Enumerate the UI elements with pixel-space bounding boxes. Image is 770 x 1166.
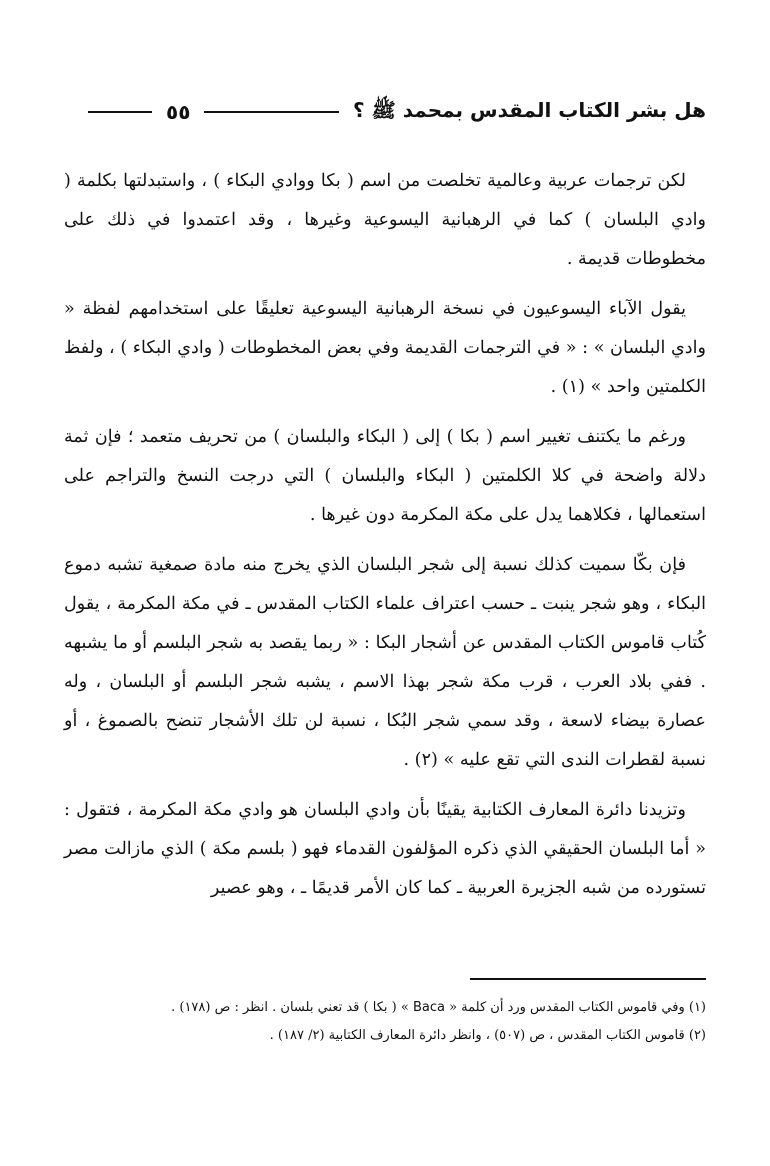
paragraph: يقول الآباء اليسوعيون في نسخة الرهبانية اليسوعية تعليقًا على استخدامهم لفظة « وادي البلسان » : « في الترجمات القديمة وفي بعض المخطوطات ( وادي البكاء ) ، ولفظ الكلمتين واحد » (١) .: [64, 299, 706, 397]
paragraph: فإن بكّا سميت كذلك نسبة إلى شجر البلسان الذي يخرج منه مادة صمغية تشبه دموع البكاء ، وهو شجر ينبت ـ حسب اعتراف علماء الكتاب المقدس ـ في مكة المكرمة ، يقول كُتاب قاموس الكتاب المقدس عن أشجار البكا : « ربما يقصد به شجر البلسم أو ما يشبهه . ففي بلاد العرب ، قرب مكة شجر بهذا الاسم ، يشبه شجر البلسم أو البلسان ، وله عصارة بيضاء لاسعة ، وقد سمي شجر البُكا ، نسبة لن تلك الأشجار تنضح بالصموغ ، أو نسبة لقطرات الندى التي تقع عليه » (٢) .: [64, 555, 706, 770]
running-header: [88, 95, 706, 129]
page-number: ٥٥: [166, 100, 191, 124]
footnote-1: [82, 994, 706, 1022]
footnote-1-latin-term: Baca: [412, 999, 445, 1015]
footnote-2: (٢) قاموس الكتاب المقدس ، ص (٥٠٧) ، وانظر دائرة المعارف الكتابية (٢/ ١٨٧) .: [269, 1027, 706, 1043]
footnote-separator: [470, 978, 706, 980]
body-text: [64, 162, 706, 919]
footnote-1-text-end: » ( بكا ) قد تعني بلسان . انظر : ص (١٧٨) .: [171, 999, 409, 1015]
paragraph: لكن ترجمات عربية وعالمية تخلصت من اسم ( بكا ووادي البكاء ) ، واستبدلتها بكلمة ( وادي البلسان ) كما في الرهبانية اليسوعية وغيرها ، وقد اعتمدوا في ذلك على مخطوطات قديمة .: [64, 171, 706, 269]
paragraph: وتزيدنا دائرة المعارف الكتابية يقينًا بأن وادي البلسان هو وادي مكة المكرمة ، فتقول : « أما البلسان الحقيقي الذي ذكره المؤلفون القدماء فهو ( بلسم مكة ) الذي مازالت مصر تستورده من شبه الجزيرة العربية ـ كما كان الأمر قديمًا ـ ، وهو عصير: [64, 800, 706, 898]
paragraph: ورغم ما يكتنف تغيير اسم ( بكا ) إلى ( البكاء والبلسان ) من تحريف متعمد ؛ فإن ثمة دلالة واضحة في كلا الكلمتين ( البكاء والبلسان ) التي درجت النسخ والتراجم على استعمالها ، فكلاهما يدل على مكة المكرمة دون غيرها .: [64, 427, 706, 525]
running-title: هل بشر الكتاب المقدس بمحمد ﷺ ؟: [353, 97, 706, 122]
footnote-1-text: (١) وفي قاموس الكتاب المقدس ورد أن كلمة «: [449, 999, 706, 1015]
header-rule: [204, 111, 339, 113]
footnotes: [82, 978, 706, 1050]
header-rule-short: [88, 111, 152, 113]
